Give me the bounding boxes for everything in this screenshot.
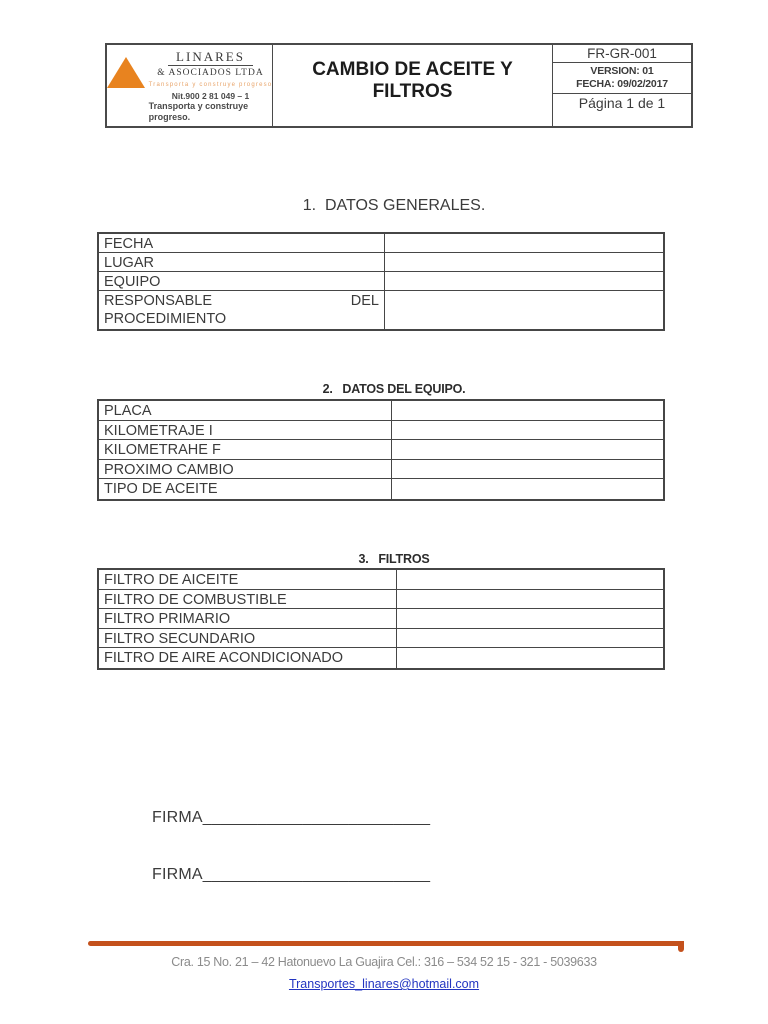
field-label-fecha: FECHA (99, 234, 385, 252)
field-value-responsable (385, 291, 663, 329)
table-row (99, 570, 663, 590)
footer-email-link[interactable]: Transportes_linares@hotmail.com (288, 977, 480, 991)
field-value-filtro-secundario (397, 629, 663, 648)
label-line-1 (104, 292, 381, 310)
field-label-placa: PLACA (99, 401, 392, 420)
field-value-fecha (385, 234, 663, 252)
document-code: FR-GR-001 (553, 45, 691, 63)
field-label-kilometrahe-f: KILOMETRAHE F (99, 440, 392, 459)
field-value-filtro-aire-acondicionado (397, 648, 663, 668)
company-tagline: Transporta y construye progreso. (148, 100, 249, 122)
field-label-filtro-secundario: FILTRO SECUNDARIO (99, 629, 397, 648)
field-label-lugar: LUGAR (99, 253, 385, 271)
field-label-equipo: EQUIPO (99, 272, 385, 290)
field-label-filtro-combustible: FILTRO DE COMBUSTIBLE (99, 590, 397, 609)
table-row (99, 253, 663, 272)
table-row (99, 460, 663, 480)
field-value-filtro-primario (397, 609, 663, 628)
field-value-equipo (385, 272, 663, 290)
table-row (99, 291, 663, 329)
table-row (99, 609, 663, 629)
company-suffix: & ASOCIADOS LTDA (157, 67, 264, 78)
document-page-number: Página 1 de 1 (578, 95, 666, 111)
field-label-tipo-de-aceite: TIPO DE ACEITE (99, 479, 392, 499)
document-header (105, 43, 693, 128)
footer-divider-rule (88, 941, 684, 946)
table-row (99, 272, 663, 291)
field-label-filtro-aire-acondicionado: FILTRO DE AIRE ACONDICIONADO (99, 648, 397, 668)
footer-address: Cra. 15 No. 21 – 42 Hatonuevo La Guajira Cel.: 316 – 534 52 15 - 321 - 5039633 (171, 955, 597, 969)
company-logo-cell (107, 45, 273, 126)
document-version-date (553, 63, 691, 94)
signature-line-2: FIRMA_________________________ (152, 866, 431, 883)
signature-line-1: FIRMA_________________________ (152, 809, 431, 826)
footer-rule-hook (678, 941, 684, 952)
logo-text-block (149, 49, 273, 123)
field-value-placa (392, 401, 663, 420)
company-tagline-orange: Transporta y construye progreso (148, 81, 273, 88)
section-heading-datos-del-equipo: 2. DATOS DEL EQUIPO. (322, 382, 466, 396)
document-title: CAMBIO DE ACEITE Y FILTROS (273, 45, 553, 126)
section-heading-datos-generales: 1. DATOS GENERALES. (302, 197, 486, 214)
table-datos-del-equipo (97, 399, 665, 501)
field-value-kilometrahe-f (392, 440, 663, 459)
table-row (99, 648, 663, 668)
footer-email-wrap (0, 977, 768, 991)
table-row (99, 590, 663, 610)
label-word-del: DEL (350, 293, 379, 309)
table-row (99, 421, 663, 441)
table-row (99, 401, 663, 421)
field-label-kilometraje-i: KILOMETRAJE I (99, 421, 392, 440)
company-name: LINARES (168, 49, 253, 66)
table-filtros (97, 568, 665, 670)
document-control-block (553, 45, 691, 126)
table-row (99, 479, 663, 499)
field-label-filtro-primario: FILTRO PRIMARIO (99, 609, 397, 628)
field-label-responsable (99, 291, 385, 329)
field-value-kilometraje-i (392, 421, 663, 440)
triangle-logo-icon (107, 57, 145, 88)
field-label-proximo-cambio: PROXIMO CAMBIO (99, 460, 392, 479)
table-row (99, 440, 663, 460)
document-version: VERSION: 01 (590, 65, 654, 77)
table-datos-generales (97, 232, 665, 331)
label-word-responsable: RESPONSABLE (104, 293, 212, 309)
field-value-proximo-cambio (392, 460, 663, 479)
section-heading-filtros: 3. FILTROS (358, 552, 430, 566)
field-value-filtro-aceite (397, 570, 663, 589)
field-value-tipo-de-aceite (392, 479, 663, 499)
table-row (99, 629, 663, 649)
field-label-filtro-aceite: FILTRO DE AICEITE (99, 570, 397, 589)
label-line-2: PROCEDIMIENTO (104, 311, 227, 327)
company-logo (107, 49, 273, 123)
table-row (99, 234, 663, 253)
field-value-lugar (385, 253, 663, 271)
document-date: FECHA: 09/02/2017 (576, 78, 668, 90)
company-nit: Nit.900 2 81 049 – 1 (171, 90, 250, 101)
field-value-filtro-combustible (397, 590, 663, 609)
